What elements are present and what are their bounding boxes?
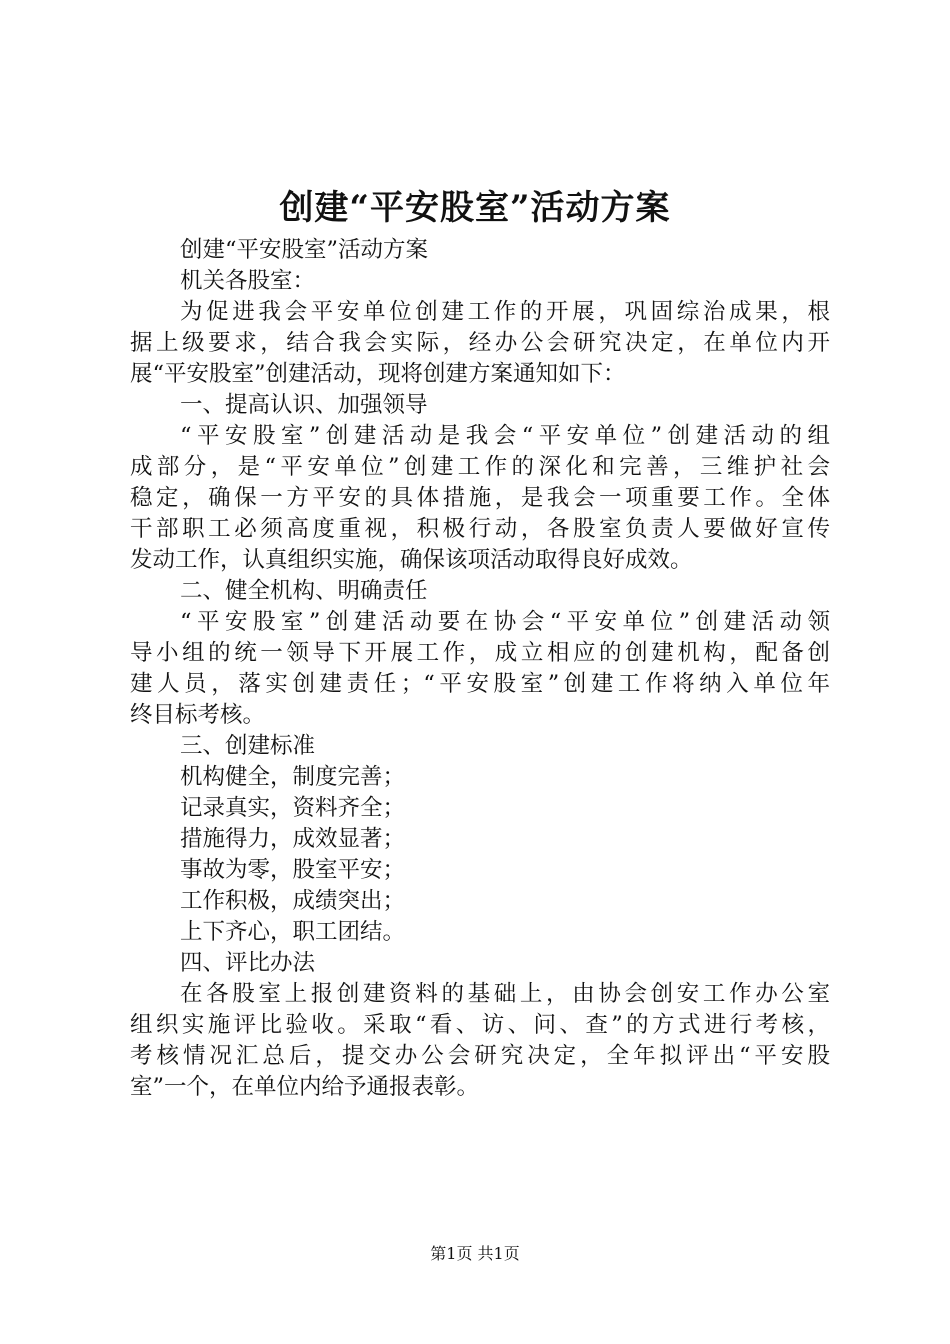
standard-item: 记录真实，资料齐全； [180, 795, 406, 821]
section-heading: 一、提高认识、加强领导 [180, 392, 428, 418]
page-footer: 第1页 共1页 [430, 1244, 520, 1263]
paragraph-line: 在各股室上报创建资料的基础上，由协会创安工作办公室 [180, 981, 830, 1007]
paragraph-line: “平安股室”创建活动要在协会“平安单位”创建活动领 [180, 609, 830, 635]
section-heading: 二、健全机构、明确责任 [180, 578, 428, 604]
standard-item: 事故为零，股室平安； [180, 857, 406, 883]
paragraph-line: 导小组的统一领导下开展工作，成立相应的创建机构，配备创 [130, 640, 830, 666]
standard-item: 工作积极，成绩突出； [180, 888, 406, 914]
paragraph-line: 室”一个，在单位内给予通报表彰。 [130, 1074, 480, 1100]
paragraph-line: 成部分，是“平安单位”创建工作的深化和完善，三维护社会 [130, 454, 830, 480]
document-title: 创建“平安股室”活动方案 [279, 188, 671, 228]
standard-item: 机构健全，制度完善； [180, 764, 406, 790]
section-heading: 四、评比办法 [180, 950, 316, 976]
paragraph-line: 为促进我会平安单位创建工作的开展，巩固综治成果，根 [180, 299, 830, 325]
section-heading: 三、创建标准 [180, 733, 316, 759]
paragraph-line: 建人员，落实创建责任；“平安股室”创建工作将纳入单位年 [130, 671, 830, 697]
paragraph-line: 终目标考核。 [130, 702, 266, 728]
paragraph-line: 稳定，确保一方平安的具体措施，是我会一项重要工作。全体 [130, 485, 830, 511]
paragraph-line: 考核情况汇总后，提交办公会研究决定，全年拟评出“平安股 [130, 1043, 830, 1069]
standard-item: 措施得力，成效显著； [180, 826, 406, 852]
salutation-line: 机关各股室： [180, 268, 316, 294]
paragraph-line: 干部职工必须高度重视，积极行动，各股室负责人要做好宣传 [130, 516, 830, 542]
paragraph-line: 组织实施评比验收。采取“看、访、问、查”的方式进行考核， [130, 1012, 830, 1038]
standard-item: 上下齐心，职工团结。 [180, 919, 406, 945]
document-body [130, 235, 830, 1103]
paragraph-line: 据上级要求，结合我会实际，经办公会研究决定，在单位内开 [130, 330, 830, 356]
paragraph-line: “平安股室”创建活动是我会“平安单位”创建活动的组 [180, 423, 830, 449]
paragraph-line: 展“平安股室”创建活动，现将创建方案通知如下： [130, 361, 626, 387]
subtitle-line: 创建“平安股室”活动方案 [180, 237, 429, 263]
paragraph-line: 发动工作，认真组织实施，确保该项活动取得良好成效。 [130, 547, 693, 573]
